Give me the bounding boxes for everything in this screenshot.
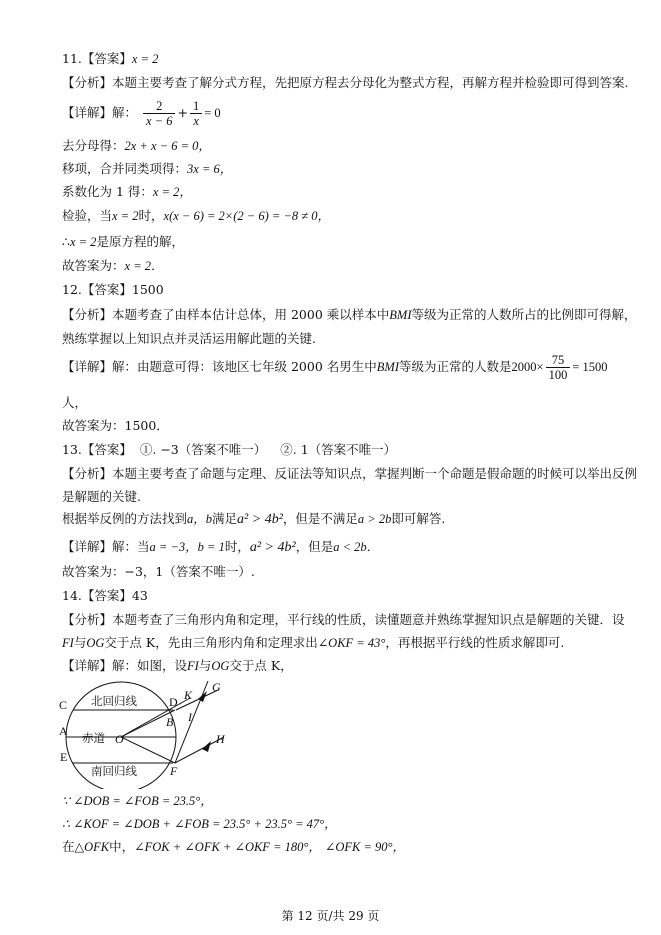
q12-analysis-1: 【分析】本题考查了由样本估计总体，用 2000 乘以样本中BMI等级为正常的人数所占的比例即可得解， [62, 307, 637, 322]
q11-answer-line [62, 50, 158, 68]
q14-figure [58, 677, 248, 789]
point-c: C [59, 698, 68, 712]
point-a: A [59, 724, 68, 738]
point-h: H [216, 732, 225, 746]
q14-step3: 在△OFK中，∠FOK + ∠OFK + ∠OKF = 180°， ∠OFK = 90°， [62, 839, 406, 854]
arrow-h [202, 741, 211, 752]
q11-step3: 系数化为 1 得：x = 2， [62, 184, 192, 199]
arrow-g [198, 691, 207, 702]
q13-analysis-2: 是解题的关键. [62, 489, 141, 504]
q14-step1: ∵ ∠DOB = ∠FOB = 23.5°， [62, 794, 213, 808]
q13-detail: 【详解】解：当a = −3，b = 1时，a² > 4b²，但是a < 2b． [62, 539, 380, 555]
label-south-tropic: 南回归线 [91, 764, 137, 778]
q11-answer-value: x = 2 [131, 52, 159, 66]
point-k: K [184, 688, 193, 702]
q14-answer: 14.【答案】43 [62, 588, 148, 603]
label-north-tropic: 北回归线 [91, 694, 137, 708]
point-i: I [188, 710, 192, 724]
q14-step2: ∴ ∠KOF = ∠DOB + ∠FOB = 23.5° + 23.5° = 47°， [62, 817, 337, 831]
q11-equation-line: 【详解】解： $\frac{2}{x - 6}$ + $\frac{1}{x}$ = 0 [62, 99, 221, 128]
point-b: B [166, 715, 174, 729]
point-f: F [170, 764, 178, 778]
q11-analysis: 【分析】本题主要考查了解分式方程，先把原方程去分母化为整式方程，再解方程并检验即可得到答案. [62, 75, 629, 90]
q12-analysis-2: 熟练掌握以上知识点并灵活运用解此题的关键. [62, 331, 316, 346]
q12-fraction: $\frac{75}{100}$ [546, 353, 571, 382]
point-g: G [212, 680, 221, 694]
q11-fraction-2: $\frac{1}{x}$ [190, 99, 202, 128]
q11-check: 检验，当x = 2时，x(x − 6) = 2×(2 − 6) = −8 ≠ 0， [62, 208, 330, 223]
q12-unit: 人， [62, 395, 88, 410]
q12-answer: 12.【答案】1500 [62, 282, 164, 297]
q14-analysis-2: FI与OG交于点 K，先由三角形内角和定理求出∠OKF = 43°，再根据平行线的性质求解即可. [62, 635, 565, 650]
q13-method: 根据举反例的方法找到a，b满足a² > 4b²，但是不满足a > 2b即可解答. [62, 511, 446, 527]
q13-final: 故答案为：−3，1（答案不唯一）. [62, 564, 255, 579]
point-e: E [60, 750, 68, 764]
q12-final: 故答案为：1500． [62, 418, 169, 433]
q11-fraction-1: $\frac{2}{x - 6}$ [143, 99, 175, 128]
page-footer: 第 12 页/共 29 页 [281, 909, 380, 923]
label-equator: 赤道 [82, 731, 105, 745]
q13-analysis-1: 【分析】本题主要考查了命题与定理、反证法等知识点，掌握判断一个命题是假命题的时候可以举出反例 [62, 466, 638, 481]
point-d: D [169, 695, 178, 709]
q11-final: 故答案为：x = 2． [62, 258, 164, 273]
ray-of [121, 737, 175, 763]
q11-answer-label: 11.【答案】 [62, 51, 132, 66]
q11-detail-label: 【详解】解： [62, 105, 138, 120]
point-o: O [115, 732, 124, 746]
q14-analysis-1: 【分析】本题考查了三角形内角和定理，平行线的性质，读懂题意并熟练掌握知识点是解题的关键．设 [62, 612, 625, 627]
q11-step2: 移项，合并同类项得：3x = 6， [62, 161, 233, 176]
q13-answer: 13.【答案】 ①. −3（答案不唯一） ②. 1（答案不唯一） [62, 442, 397, 457]
q14-detail: 【详解】解：如图，设FI与OG交于点 K， [62, 658, 293, 673]
q11-eq-tail: = 0 [204, 106, 221, 120]
q12-detail: 【详解】解：由题意可得：该地区七年级 2000 名男生中BMI等级为正常的人数是2000× $\frac{75}{100}$ = 1500 [62, 353, 608, 382]
q11-conclusion: ∴x = 2是原方程的解， [62, 234, 184, 249]
q11-step1: 去分母得：2x + x − 6 = 0， [62, 138, 211, 153]
